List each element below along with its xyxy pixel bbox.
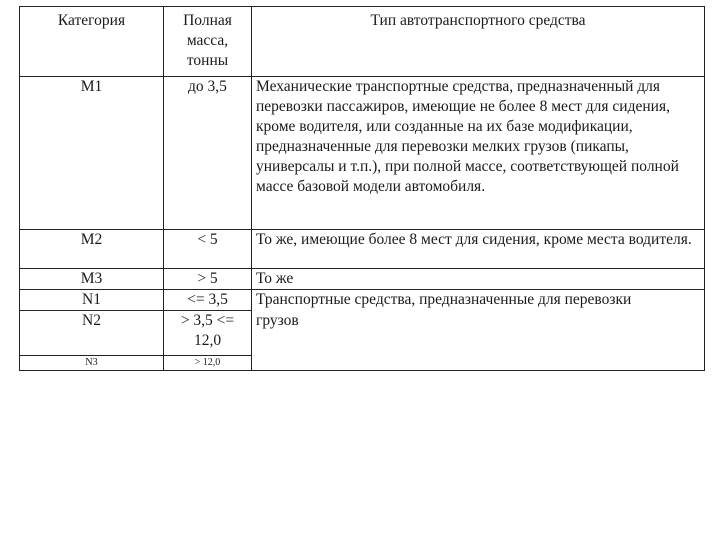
table-header-row <box>20 7 705 77</box>
type-cell: Транспортные средства, предназначенные для перевозки <box>252 290 705 311</box>
table-row <box>20 77 705 230</box>
type-cell: Механические транспортные средства, предназначенный для перевозки пассажиров, имеющие не более 8 мест для сидения, кроме водителя, или созданные на их базе модификации, предназначенные для перевозки мелких грузов (пикапы, универсалы и т.п.), при полной массе, соответствующей полной массе базовой модели автомобиля. <box>252 77 705 230</box>
category-cell: N3 <box>20 356 164 371</box>
type-cell: То же <box>252 269 705 290</box>
table-row <box>20 230 705 269</box>
category-cell: M2 <box>20 230 164 269</box>
category-cell: N1 <box>20 290 164 311</box>
mass-cell: <= 3,5 <box>164 290 252 311</box>
table-row <box>20 311 705 356</box>
mass-cell: до 3,5 <box>164 77 252 230</box>
header-vehicle-type: Тип автотранспортного средства <box>252 7 705 77</box>
header-mass: Полная масса, тонны <box>164 7 252 77</box>
type-cell: грузов <box>252 311 705 356</box>
vehicle-category-table <box>19 6 705 371</box>
category-cell: M1 <box>20 77 164 230</box>
category-cell: N2 <box>20 311 164 356</box>
table-row <box>20 290 705 311</box>
type-cell: То же, имеющие более 8 мест для сидения, кроме места водителя. <box>252 230 705 269</box>
table-row <box>20 269 705 290</box>
category-cell: M3 <box>20 269 164 290</box>
mass-cell: < 5 <box>164 230 252 269</box>
mass-cell: > 5 <box>164 269 252 290</box>
table-row <box>20 356 705 371</box>
mass-cell: > 3,5 <= 12,0 <box>164 311 252 356</box>
mass-cell: > 12,0 <box>164 356 252 371</box>
type-cell <box>252 356 705 371</box>
header-category: Категория <box>20 7 164 77</box>
